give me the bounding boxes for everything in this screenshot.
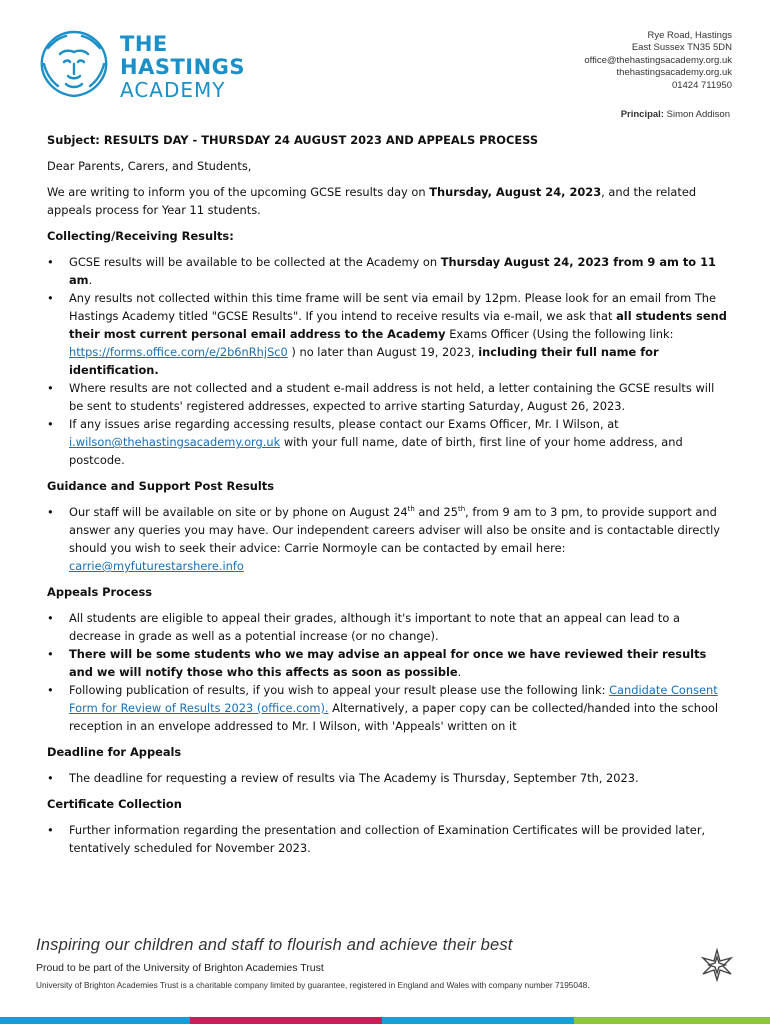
bar-segment-green [574,1017,770,1024]
letter-greeting: Dear Parents, Carers, and Students, [47,159,252,173]
academy-logo [36,28,246,100]
list-item [47,289,727,379]
superscript: th [457,505,466,514]
bar-segment-blue [0,1017,190,1024]
intro-text-end: , and the related appeals process for Year 11 students. [47,185,697,217]
consent-form-link[interactable]: Candidate Consent Form for Review of Results 2023 (office.com). [69,683,718,715]
item-bold: There will be some students who we may advise an appeal for once we have reviewed their results and we will notify those who this affects as soon as possible [69,647,707,679]
item-bold: all students send their most current personal email address to the Academy [69,309,727,341]
principal-name: Simon Addison [663,109,730,120]
section-heading-collecting: Collecting/Receiving Results: [47,229,234,243]
lion-crest-icon [36,28,112,100]
list-item [47,681,727,735]
item-text: Exams Officer (Using the following link: [445,327,674,341]
principal-line [621,109,730,120]
school-address [584,30,732,92]
item-text: Alternatively, a paper copy can be collected/handed into the school reception in an envelope addressed to Mr. I Wilson, with 'Appeals' written on it [69,701,719,733]
footer-tagline: Inspiring our children and staff to flourish and achieve their best [36,936,513,954]
footer-color-bar [0,1017,770,1024]
letter-subject: Subject: RESULTS DAY - THURSDAY 24 AUGUST 2023 AND APPEALS PROCESS [47,133,539,147]
item-text: and 25 [414,505,458,519]
collecting-list [47,253,727,469]
letter-intro [47,183,727,219]
item-text: , from 9 am to 3 pm, to provide support and answer any queries you may have. Our independent careers adviser will also be onsite and is contactable directly should you wish to seek their advice: Carrie Normoyle can be contacted by email here: [69,505,720,555]
trust-star-icon [700,948,734,982]
list-item [47,645,727,681]
address-line: East Sussex TN35 5DN [631,42,732,54]
item-text: GCSE results will be available to be collected at the Academy on [69,255,441,269]
item-text: Following publication of results, if you wish to appeal your result please use the following link: [69,683,610,697]
careers-adviser-email-link[interactable]: carrie@myfuturestarshere.info [69,559,244,573]
deadline-list [47,769,727,787]
forms-link[interactable]: https://forms.office.com/e/2b6nRhjSc0 [69,345,288,359]
item-text: Our staff will be available on site or by phone on August 24 [69,505,408,519]
footer-trust-line: Proud to be part of the University of Brighton Academies Trust [36,962,324,974]
section-heading-certificate: Certificate Collection [47,797,182,811]
address-email: office@thehastingsacademy.org.uk [584,54,732,66]
certificate-list [47,821,727,857]
list-item: • Further information regarding the presentation and collection of Examination Certificates will be provided later, tentatively scheduled for November 2023. [47,821,727,857]
superscript: th [407,505,415,514]
item-text: If any issues arise regarding accessing results, please contact our Exams Officer, Mr. I Wilson, at [69,417,619,431]
item-text: . [457,665,462,679]
item-bold: Thursday August 24, 2023 from 9 am to 11 am [69,255,716,287]
logo-line-3: ACADEMY [120,78,226,102]
bar-segment-magenta [190,1017,382,1024]
logo-line-1: THE [120,32,168,56]
guidance-list [47,503,727,575]
item-text: Any results not collected within this time frame will be sent via email by 12pm. Please look for an email from The Hastings Academy titled "GCSE Results". If you intend to receive results via e-mail, we ask that [69,291,717,323]
address-phone: 01424 711950 [671,79,732,91]
section-heading-appeals: Appeals Process [47,585,153,599]
footer-legal-line: University of Brighton Academies Trust is a charitable company limited by guarantee, registered in England and Wales with company number 7195048. [36,980,590,990]
list-item: • Where results are not collected and a student e-mail address is not held, a letter containing the GCSE results will be sent to students' registered addresses, expected to arrive starting Saturday, August 26, 2023. [47,379,727,415]
list-item [47,503,727,575]
appeals-list [47,609,727,735]
exams-officer-email-link[interactable]: i.wilson@thehastingsacademy.org.uk [69,435,281,449]
item-text: with your full name, date of birth, first line of your home address, and postcode. [69,435,683,467]
list-item: • The deadline for requesting a review of results via The Academy is Thursday, September 7th, 2023. [47,769,727,787]
intro-text: We are writing to inform you of the upcoming GCSE results day on [47,185,430,199]
address-line: Rye Road, Hastings [647,30,732,41]
letter-body [47,131,727,865]
list-item [47,253,727,289]
section-heading-guidance: Guidance and Support Post Results [47,479,275,493]
address-website: thehastingsacademy.org.uk [616,67,732,79]
item-bold: including their full name for identification. [69,345,659,377]
bar-segment-cyan [382,1017,574,1024]
item-text: . [88,273,93,287]
section-heading-deadline: Deadline for Appeals [47,745,182,759]
logo-line-2: HASTINGS [120,55,246,79]
intro-date: Thursday, August 24, 2023 [429,185,602,199]
list-item [47,415,727,469]
list-item: • All students are eligible to appeal their grades, although it's important to note that an appeal can lead to a decrease in grade as well as a potential increase (or no change). [47,609,727,645]
item-text: ) no later than August 19, 2023, [287,345,479,359]
principal-label: Principal: [620,109,664,120]
